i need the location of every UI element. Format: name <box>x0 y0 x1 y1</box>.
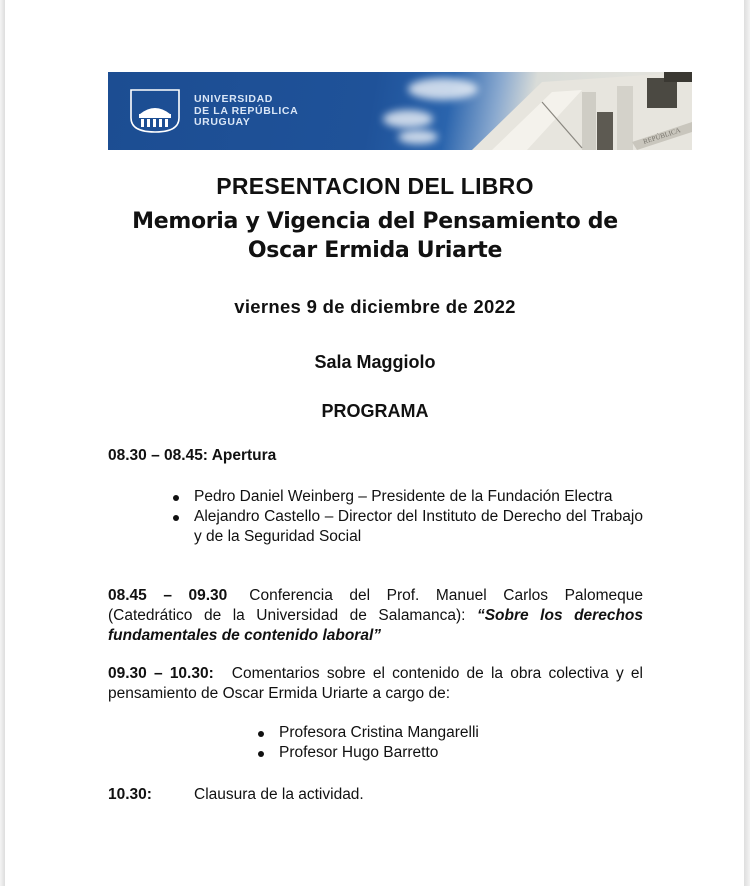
university-name <box>194 94 298 129</box>
bullet-icon <box>258 751 264 757</box>
program-heading: PROGRAMA <box>321 401 429 421</box>
speaker-text: Alejandro Castello – Director del Instituto de Derecho del Trabajo y de la Seguridad Social <box>194 508 643 545</box>
university-name-line: UNIVERSIDAD <box>194 93 273 105</box>
program-item-text: Comentarios sobre el contenido de la obra colectiva y el pensamiento de Oscar Ermida Uriarte a cargo de: <box>108 665 643 702</box>
opening-speakers-list <box>194 487 643 547</box>
program-item-time: 08.30 – 08.45: Apertura <box>108 447 277 464</box>
program-item-time: 10.30: <box>108 786 152 803</box>
bullet-icon <box>173 495 179 501</box>
bullet-icon <box>173 515 179 521</box>
program-item-time: 09.30 – 10.30: <box>108 665 214 682</box>
program-item-text: Conferencia del Prof. Manuel Carlos Palomeque (Catedrático de la Universidad de Salamanca): <box>108 587 643 624</box>
speaker-text: Profesor Hugo Barretto <box>279 744 439 761</box>
program-item <box>108 664 643 704</box>
program-item-time: 08.45 – 09.30 <box>108 587 228 604</box>
page-edge-left <box>0 0 5 886</box>
bullet-icon <box>258 731 264 737</box>
building-inscription: REPÚBLICA <box>642 126 682 146</box>
page-edge-right <box>744 0 750 886</box>
document-title: PRESENTACION DEL LIBRO <box>216 173 534 199</box>
list-item <box>194 487 643 507</box>
speaker-text: Pedro Daniel Weinberg – Presidente de la Fundación Electra <box>194 488 613 505</box>
university-logo-icon <box>128 88 182 134</box>
university-name-line: URUGUAY <box>194 116 251 128</box>
program-item <box>108 785 643 805</box>
list-item <box>279 743 579 763</box>
lecture-title: “Sobre los derechos fundamentales de contenido laboral” <box>108 607 643 644</box>
speaker-text: Profesora Cristina Mangarelli <box>279 724 479 741</box>
list-item <box>279 723 579 743</box>
university-banner <box>108 72 692 150</box>
book-title-line: Memoria y Vigencia del Pensamiento de <box>132 209 618 234</box>
list-item <box>194 507 643 547</box>
commentators-list <box>279 723 579 763</box>
university-name-line: DE LA REPÚBLICA <box>194 104 299 117</box>
book-title-line: Oscar Ermida Uriarte <box>247 238 503 263</box>
building-facade-image <box>432 72 692 150</box>
program-item-text: Clausura de la actividad. <box>194 786 364 803</box>
program-item <box>108 586 643 646</box>
event-date: viernes 9 de diciembre de 2022 <box>234 296 516 317</box>
event-venue: Sala Maggiolo <box>314 352 436 372</box>
book-title <box>0 207 750 265</box>
